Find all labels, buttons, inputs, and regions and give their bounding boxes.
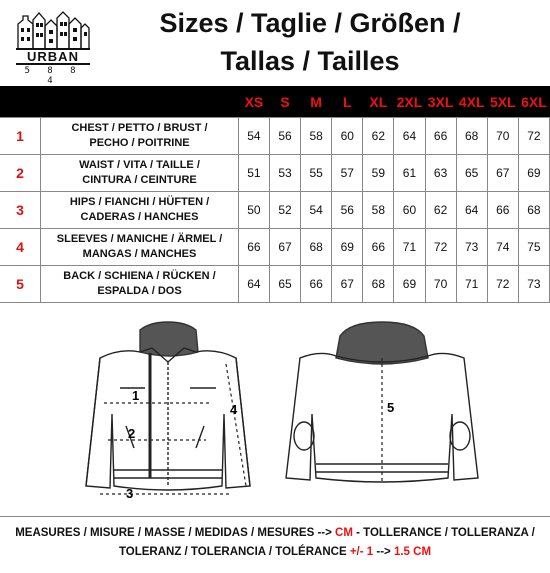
size-table — [0, 86, 550, 303]
size-value: 60 — [394, 192, 425, 229]
size-value: 72 — [487, 266, 518, 303]
size-value: 73 — [518, 266, 549, 303]
header — [0, 0, 550, 86]
size-value: 58 — [363, 192, 394, 229]
measure-label — [41, 118, 239, 155]
size-header: 4XL — [456, 86, 487, 118]
size-header: XL — [363, 86, 394, 118]
size-header: S — [269, 86, 300, 118]
size-value: 68 — [518, 192, 549, 229]
size-header: XS — [238, 86, 269, 118]
measure-label — [41, 266, 239, 303]
measure-label-1: 1 — [132, 388, 140, 403]
size-value: 54 — [238, 118, 269, 155]
size-value: 51 — [238, 155, 269, 192]
measure-label — [41, 192, 239, 229]
size-value: 66 — [487, 192, 518, 229]
footer-tolerance-label: - TOLLERANCE / TOLLERANZA / — [356, 527, 535, 539]
footer-line1 — [0, 527, 550, 539]
size-value: 69 — [332, 229, 363, 266]
size-value: 66 — [238, 229, 269, 266]
size-value: 55 — [301, 155, 332, 192]
measure-label-line2: CINTURA / CEINTURE — [82, 174, 197, 186]
footer-line2 — [0, 546, 550, 558]
size-value: 67 — [487, 155, 518, 192]
footer-arrow: --> — [376, 546, 391, 558]
size-value: 75 — [518, 229, 549, 266]
measure-label-line2: ESPALDA / DOS — [97, 285, 182, 297]
measure-label-line2: PECHO / POITRINE — [89, 137, 190, 149]
table-row — [0, 229, 550, 266]
footer-measures: MEASURES / MISURE / MASSE / MEDIDAS / MESURES --> — [15, 527, 332, 539]
size-value: 73 — [456, 229, 487, 266]
size-value: 52 — [269, 192, 300, 229]
jacket-diagram — [0, 318, 550, 514]
measure-label-line1: HIPS / FIANCHI / HÜFTEN / — [69, 196, 210, 208]
size-value: 74 — [487, 229, 518, 266]
logo-number: 5 8 8 4 — [24, 66, 82, 86]
size-value: 56 — [332, 192, 363, 229]
header-blank — [41, 86, 239, 118]
size-value: 69 — [394, 266, 425, 303]
header-blank — [0, 86, 41, 118]
size-header: 5XL — [487, 86, 518, 118]
size-value: 64 — [456, 192, 487, 229]
measure-label-line1: BACK / SCHIENA / RÜCKEN / — [63, 270, 216, 282]
size-header: 3XL — [425, 86, 456, 118]
size-value: 54 — [301, 192, 332, 229]
size-header: L — [332, 86, 363, 118]
measure-label-line2: MANGAS / MANCHES — [82, 248, 197, 260]
size-value: 56 — [269, 118, 300, 155]
measure-label-line1: CHEST / PETTO / BRUST / — [71, 122, 208, 134]
size-value: 68 — [363, 266, 394, 303]
row-index: 4 — [0, 229, 41, 266]
table-row — [0, 155, 550, 192]
size-value: 63 — [425, 155, 456, 192]
footer-tolerance-langs: TOLERANZ / TOLERANCIA / TOLÉRANCE — [118, 546, 347, 558]
size-header-row — [0, 86, 550, 118]
size-value: 62 — [363, 118, 394, 155]
size-value: 72 — [425, 229, 456, 266]
row-index: 5 — [0, 266, 41, 303]
size-value: 64 — [238, 266, 269, 303]
table-row — [0, 192, 550, 229]
table-row — [0, 118, 550, 155]
size-value: 62 — [425, 192, 456, 229]
measure-label-4: 4 — [230, 402, 238, 417]
size-value: 59 — [363, 155, 394, 192]
size-value: 53 — [269, 155, 300, 192]
size-value: 68 — [301, 229, 332, 266]
row-index: 3 — [0, 192, 41, 229]
measure-label-line1: SLEEVES / MANICHE / ÄRMEL / — [56, 233, 223, 245]
size-value: 50 — [238, 192, 269, 229]
footer-unit: CM — [335, 527, 353, 539]
size-header: M — [301, 86, 332, 118]
footer-tolerance-value: +/- 1 — [349, 546, 374, 558]
footer-tolerance-cm: 1.5 CM — [393, 546, 432, 558]
size-value: 66 — [363, 229, 394, 266]
page-title-line2: Tallas / Tailles — [220, 46, 400, 76]
size-value: 70 — [425, 266, 456, 303]
measure-label-5: 5 — [387, 400, 395, 415]
size-header: 6XL — [518, 86, 549, 118]
size-value: 69 — [518, 155, 549, 192]
logo-brand: URBAN — [16, 48, 90, 65]
row-index: 1 — [0, 118, 41, 155]
size-value: 71 — [394, 229, 425, 266]
size-value: 66 — [301, 266, 332, 303]
measure-label-line1: WAIST / VITA / TAILLE / — [79, 159, 200, 171]
page-title-line1: Sizes / Taglie / Größen / — [159, 8, 461, 38]
size-value: 67 — [332, 266, 363, 303]
measure-label — [41, 229, 239, 266]
measure-label-3: 3 — [126, 486, 134, 501]
size-value: 65 — [269, 266, 300, 303]
table-row — [0, 266, 550, 303]
footer-tolerance — [0, 516, 550, 573]
size-value: 68 — [456, 118, 487, 155]
size-value: 60 — [332, 118, 363, 155]
size-value: 72 — [518, 118, 549, 155]
measure-label — [41, 155, 239, 192]
size-value: 65 — [456, 155, 487, 192]
size-header: 2XL — [394, 86, 425, 118]
measure-label-2: 2 — [128, 426, 136, 441]
size-value: 70 — [487, 118, 518, 155]
size-value: 57 — [332, 155, 363, 192]
size-value: 66 — [425, 118, 456, 155]
size-value: 71 — [456, 266, 487, 303]
row-index: 2 — [0, 155, 41, 192]
size-value: 58 — [301, 118, 332, 155]
size-value: 64 — [394, 118, 425, 155]
size-value: 67 — [269, 229, 300, 266]
measure-label-line2: CADERAS / HANCHES — [80, 211, 199, 223]
size-value: 61 — [394, 155, 425, 192]
